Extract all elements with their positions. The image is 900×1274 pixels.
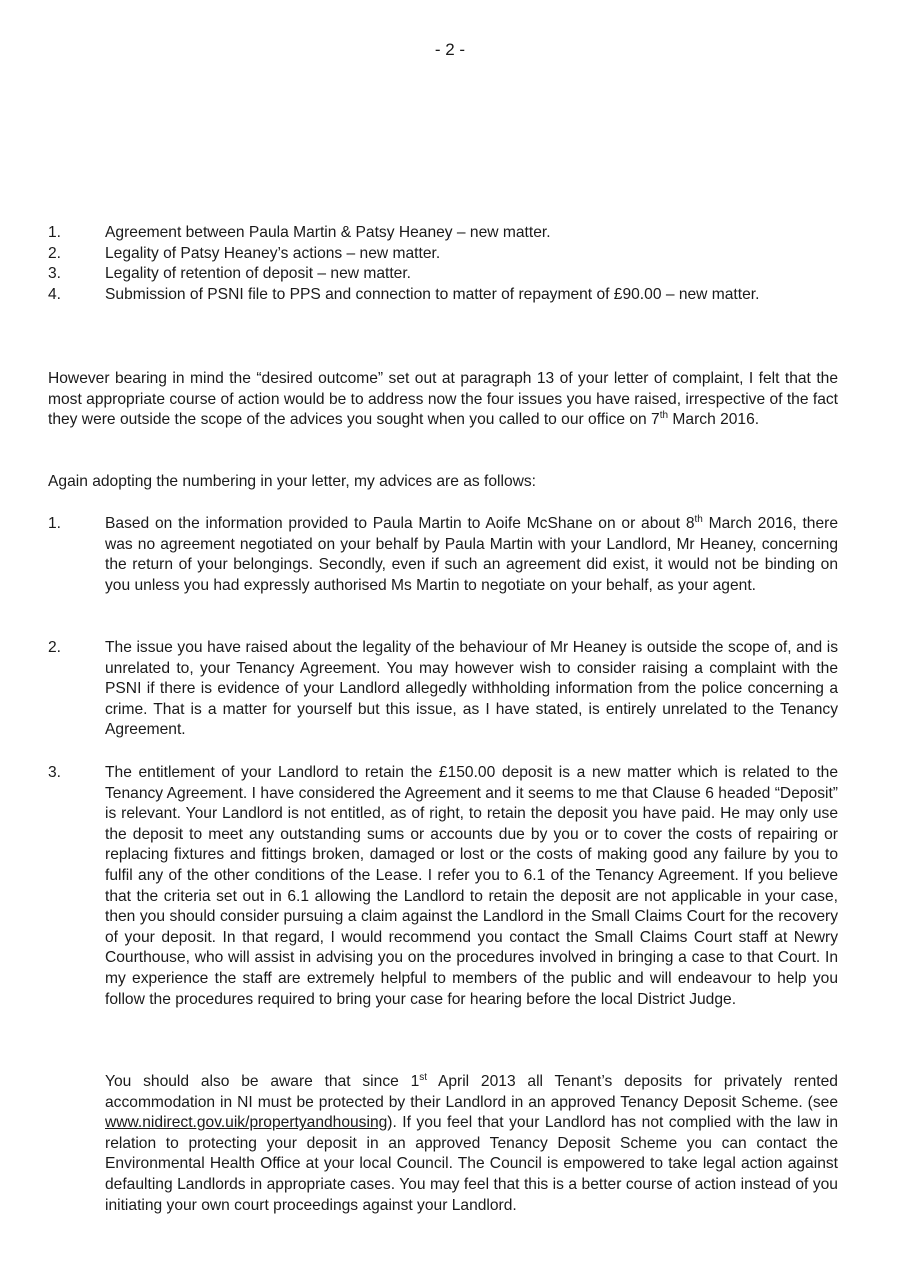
superscript: th — [659, 410, 669, 421]
list-item — [48, 763, 838, 1010]
list-item-text — [105, 514, 838, 596]
advice-1 — [48, 514, 838, 596]
list-item-number: 3. — [48, 764, 62, 781]
paragraph-text: March 2016. — [668, 411, 760, 429]
list-item-text: Legality of retention of deposit – new matter. — [105, 265, 411, 283]
nidirect-link[interactable]: www.nidirect.gov.uik/propertyandhousing — [105, 1114, 388, 1132]
list-item-text: Submission of PSNI file to PPS and connection to matter of repayment of £90.00 – new matter. — [105, 285, 760, 303]
paragraph-text: However bearing in mind the “desired outcome” set out at paragraph 13 of your letter of complaint, I felt that the most appropriate course of action would be to address now the four issues you have raised, irrespective of the fact they were outside the scope of the advices you sought when you called to our office on 7 — [48, 370, 838, 429]
list-item — [48, 285, 838, 306]
advice-3-continuation — [105, 1072, 838, 1216]
list-item — [48, 638, 838, 741]
list-item-text: The entitlement of your Landlord to retain the £150.00 deposit is a new matter which is related to the Tenancy Agreement. I have considered the Agreement and it seems to me that Clause 6 headed “Deposit” is relevant. Your Landlord is not entitled, as of right, to retain the deposit you have paid. He may only use the deposit to meet any outstanding sums or accounts due by you or to cover the costs of repairing or replacing fixtures and fittings broken, damaged or lost or the costs of making good any failure by you to fulfil any of the other conditions of the Lease. I refer you to 6.1 of the Tenancy Agreement. If you believe that the criteria set out in 6.1 allowing the Landlord to retain the deposit are not applicable in your case, then you should consider pursuing a claim against the Landlord in the Small Claims Court for the recovery of your deposit. In that regard, I would recommend you contact the Small Claims Court staff at Newry Courthouse, who will assist in advising you on the procedures involved in bringing a case to that Court. In my experience the staff are extremely helpful to members of the public and will endeavour to help you follow the procedures required to bring your case for hearing before the local District Judge. — [105, 764, 838, 1008]
list-item-number: 2. — [48, 244, 62, 262]
text-run: Based on the information provided to Paula Martin to Aoife McShane on or about 8 — [105, 515, 695, 532]
list-item-number: 3. — [48, 265, 62, 283]
list-item-number: 1. — [48, 224, 62, 241]
text-run: ). If you feel that your Landlord has not complied with the law in relation to protecting your deposit in an approved Tenancy Deposit Scheme you can contact the Environmental Health Office at your local Council. The Council is empowered to take legal action against defaulting Landlords in appropriate cases. You may feel that this is a better course of action instead of you initiating your own court proceedings against your Landlord. — [105, 1114, 838, 1214]
list-item — [48, 264, 838, 285]
paragraph-however — [48, 369, 838, 431]
text-run: You should also be aware that since 1 — [105, 1073, 420, 1090]
list-item-text: Legality of Patsy Heaney’s actions – new matter. — [105, 244, 441, 262]
list-item — [48, 223, 838, 244]
list-item-text: The issue you have raised about the legality of the behaviour of Mr Heaney is outside the scope of, and is unrelated to, your Tenancy Agreement. You may however wish to consider raising a complaint with the PSNI if there is evidence of your Landlord allegedly withholding information from the police concerning a crime. That is a matter for yourself but this issue, as I have stated, is entirely unrelated to the Tenancy Agreement. — [105, 639, 838, 739]
list-item-number: 1. — [48, 515, 62, 532]
list-item — [48, 244, 838, 265]
superscript: st — [419, 1071, 428, 1083]
superscript: th — [694, 513, 703, 525]
list-item-text: Agreement between Paula Martin & Patsy Heaney – new matter. — [105, 224, 551, 241]
list-item — [48, 514, 838, 596]
text-run: April 2013 all Tenant’s deposits for privately rented accommodation in NI must be protected by their Landlord in an approved Tenancy Deposit Scheme. (see — [105, 1073, 838, 1111]
text-run: March 2016, there was no agreement negotiated on your behalf by Paula Martin with your Landlord, Mr Heaney, concerning the return of your belongings. Secondly, even if such an agreement did exist, it would not be binding on you unless you had expressly authorised Ms Martin to negotiate on your behalf, as your agent. — [105, 515, 839, 594]
list-item-number: 2. — [48, 639, 62, 656]
advice-2 — [48, 638, 838, 741]
paragraph-again: Again adopting the numbering in your letter, my advices are as follows: — [48, 473, 537, 490]
list-item-number: 4. — [48, 285, 62, 303]
issues-list — [48, 223, 838, 305]
page-number: - 2 - — [434, 40, 466, 59]
advice-3 — [48, 763, 838, 1010]
